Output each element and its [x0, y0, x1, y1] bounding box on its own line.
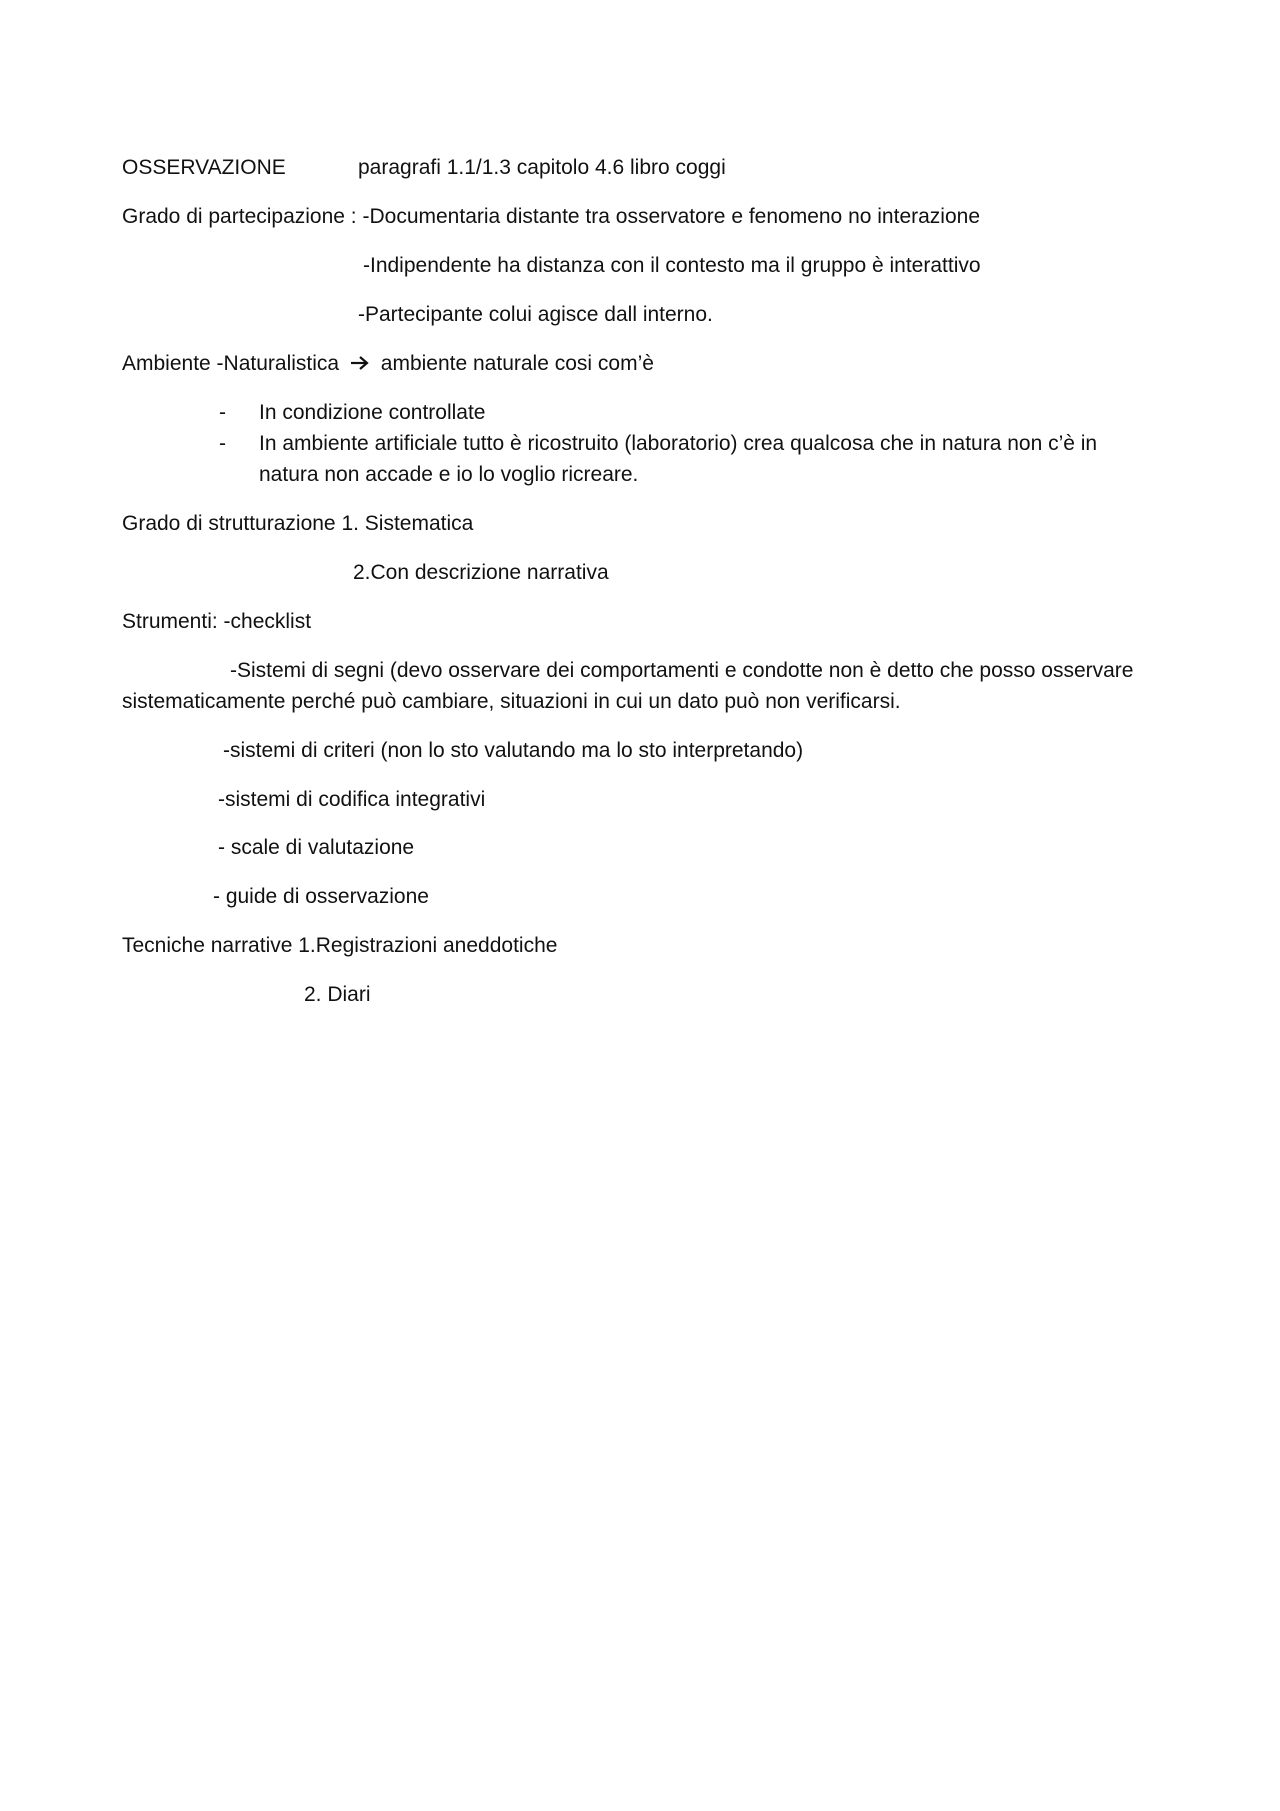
tools-line: Strumenti: -checklist [122, 610, 312, 633]
environment-line [122, 348, 654, 379]
right-arrow-icon [349, 355, 371, 371]
tools-scales: - scale di valutazione [218, 836, 415, 859]
tools-criteria: -sistemi di criteri (non lo sto valutando ma lo sto interpretando) [223, 739, 804, 762]
structuring-line: Grado di strutturazione 1. Sistematica [122, 512, 474, 535]
participation-line [122, 201, 980, 232]
environment-bullet-controlled: In condizione controllate [259, 401, 486, 424]
environment-label: Ambiente -Naturalistica [122, 352, 340, 375]
tools-coding: -sistemi di codifica integrativi [218, 788, 486, 811]
tools-signs-line1: -Sistemi di segni (devo osservare dei comportamenti e condotte non è detto che posso osservare [230, 659, 1134, 682]
structuring-item-narrative: 2.Con descrizione narrativa [353, 561, 609, 584]
participation-item-documentaria: -Documentaria distante tra osservatore e fenomeno no interazione [362, 205, 980, 228]
participation-item-partecipante: -Partecipante colui agisce dall interno. [358, 303, 713, 326]
tools-signs-line2: sistematicamente perché può cambiare, situazioni in cui un dato può non verificarsi. [122, 690, 901, 713]
document-heading: OSSERVAZIONE [122, 156, 286, 179]
environment-bullet-artificial-line2: natura non accade e io lo voglio ricreare. [259, 463, 639, 486]
bullet-dash: - [219, 432, 226, 455]
environment-description: ambiente naturale cosi com’è [380, 352, 654, 375]
bullet-dash: - [219, 401, 226, 424]
environment-bullet-artificial-line1: In ambiente artificiale tutto è ricostruito (laboratorio) crea qualcosa che in natura non c’è in [259, 432, 1098, 455]
narrative-line: Tecniche narrative 1.Registrazioni aneddotiche [122, 934, 558, 957]
narrative-item-diaries: 2. Diari [304, 983, 371, 1006]
participation-item-indipendente: -Indipendente ha distanza con il contesto ma il gruppo è interattivo [363, 254, 981, 277]
heading-reference: paragrafi 1.1/1.3 capitolo 4.6 libro coggi [358, 156, 726, 179]
participation-label: Grado di partecipazione : [122, 205, 363, 228]
tools-guides: - guide di osservazione [213, 885, 429, 908]
